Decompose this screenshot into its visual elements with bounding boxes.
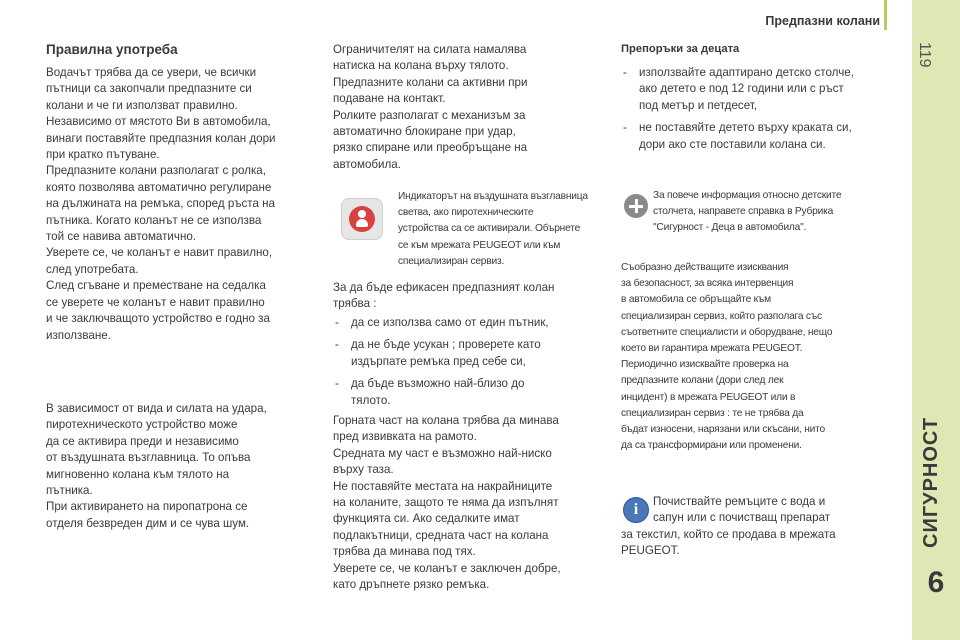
text-line: Ролките разполагат с механизъм за (333, 108, 526, 122)
text-line: съответните специалисти и оборудване, нещо (621, 326, 833, 338)
text-line: да се активира преди и независимо (46, 434, 239, 448)
list-item (333, 337, 605, 370)
text-line: Уверете се, че коланът е навит правилно, (46, 246, 273, 260)
header-rule (884, 0, 887, 30)
list-item-line: - да бъде възможно най-близо до (351, 377, 525, 391)
text-line: Независимо от мястото Ви в автомобила, (46, 115, 271, 129)
list-item-line: - използвайте адаптирано детско столче, (639, 66, 854, 79)
text-line: трябва : (333, 297, 377, 311)
text-line: Водачът трябва да се увери, че всички (46, 66, 257, 79)
text-line: пътника. Когато коланът не се използва (46, 213, 262, 227)
text-line: Ограничителят на силата намалява (333, 43, 527, 56)
text-line: от въздушната възглавница. То опъва (46, 451, 251, 465)
text-line: да са трансформирани или променени. (621, 440, 802, 452)
list-item-line: ако детето е под 12 години или с ръст (639, 82, 844, 96)
col2-para2 (333, 413, 605, 593)
info-icon: i (623, 497, 649, 523)
text-line: предпазните колани (дори след лек (621, 375, 784, 387)
text-line: на дължината на ремъка, според ръста на (46, 197, 276, 211)
list-item (621, 120, 893, 153)
text-line: пред извивката на рамото. (333, 430, 477, 444)
text-line: бъдат износени, нарязани или скъсани, нито (621, 424, 825, 436)
list-item-line: тялото. (351, 393, 391, 407)
text-line: пътници са закопчали предпазните си (46, 82, 252, 96)
col1-para1 (46, 65, 314, 344)
text-line: За повече информация относно детските (653, 190, 842, 201)
col2-bullets (333, 315, 605, 415)
text-line: Предпазните колани са активни при (333, 75, 528, 89)
text-line: трябва да минава под тях. (333, 545, 476, 559)
list-item (333, 376, 605, 409)
text-line: специализиран сервиз, който разполага със (621, 310, 822, 322)
text-line: се към мрежата PEUGEOT или към (398, 239, 561, 251)
text-line: устройства са се активирали. Обърнете (398, 223, 581, 235)
list-item-line: - да не бъде усукан ; проверете като (351, 338, 541, 352)
list-item-line: издърпате ремъка пред себе си, (351, 354, 526, 368)
list-item (621, 65, 893, 114)
text-line: специализиран сервиз. (398, 255, 505, 267)
text-line: В зависимост от вида и силата на удара, (46, 402, 267, 415)
text-line: инцидент) в мрежата PEUGEOT или в (621, 391, 796, 403)
list-item-line: - да се използва само от един пътник, (351, 316, 549, 329)
list-item-line: дори ако сте поставили колана си. (639, 137, 826, 151)
text-line: "Сигурност - Деца в автомобила". (653, 222, 807, 234)
col3-para1 (621, 260, 893, 454)
text-line: в автомобила се обръщайте към (621, 294, 771, 306)
text-line: сапун или с почистващ препарат (653, 511, 831, 525)
text-line: Предпазните колани разполагат с ролка, (46, 164, 266, 178)
text-line: което ви гарантира мрежата PEUGEOT. (621, 343, 803, 355)
text-line: светва, ако пиротехническите (398, 207, 534, 219)
text-line: Почиствайте ремъците с вода и (653, 495, 826, 508)
text-line: върху таза. (333, 463, 394, 477)
text-line: автоматично блокиране при удар, (333, 125, 516, 139)
text-line: при кратко пътуване. (46, 148, 160, 162)
cleaning-note-a (621, 494, 893, 560)
text-line: Индикаторът на въздушната възглавница (398, 191, 588, 202)
text-line: Периодично изисквайте проверка на (621, 359, 789, 371)
text-line: и че заключващото устройство е годно за (46, 312, 270, 326)
col1-para2 (46, 401, 314, 532)
text-line: Не поставяйте местата на накрайниците (333, 479, 553, 493)
text-line: колани и че ги използват правилно. (46, 98, 238, 112)
text-line: Съобразно действащите изисквания (621, 262, 789, 273)
text-line: За да бъде ефикасен предпазният колан (333, 281, 555, 294)
text-line: рязко спиране или преобръщане на (333, 141, 528, 155)
text-line: функцията си. Ако седалките имат (333, 512, 520, 526)
text-line: се уверете че коланът е навит правилно (46, 295, 265, 309)
text-line: след употребата. (46, 262, 139, 276)
col3-bullets (621, 65, 893, 159)
text-line: автомобила. (333, 157, 401, 171)
text-line: той се навива автоматично. (46, 230, 197, 244)
text-line: Уверете се, че коланът е заключен добре, (333, 561, 561, 575)
text-line: подаване на контакт. (333, 92, 446, 106)
header-title: Предпазни колани (765, 14, 880, 28)
col2-efficacy-intro (333, 280, 605, 313)
text-line: отделя безвреден дим и се чува шум. (46, 516, 250, 530)
plus-icon (624, 194, 648, 218)
child-seat-note (653, 188, 893, 237)
list-item-line: - не поставяйте детето върху краката си, (639, 121, 852, 135)
text-line: подлакътници, средната част на колана (333, 528, 549, 542)
text-line: След сгъване и преместване на седалка (46, 279, 266, 293)
airbag-warning-icon (341, 198, 383, 240)
page-number: 119 (916, 42, 933, 68)
text-line: натиска на колана върху тялото. (333, 59, 509, 73)
text-line: винаги поставяйте предпазния колан дори (46, 131, 276, 145)
text-line: която позволява автоматично регулиране (46, 180, 272, 194)
text-line: използване. (46, 328, 111, 342)
text-line: пиротехническото устройство може (46, 418, 238, 432)
text-line: При активирането на пиропатрона се (46, 500, 248, 514)
text-line: специализиран сервиз : те не трябва да (621, 407, 804, 419)
text-line: столчета, направете справка в Рубрика (653, 206, 834, 218)
chapter-number: 6 (927, 566, 945, 599)
text-line: на коланите, защото те няма да изпълнят (333, 496, 559, 510)
text-line: PEUGEOT. (621, 544, 680, 558)
text-line: като дръпнете рязко ремъка. (333, 578, 490, 592)
section-heading-proper-use: Правилна употреба (46, 42, 178, 57)
col2-para1 (333, 42, 605, 173)
text-line: за текстил, който се продава в мрежата (621, 527, 836, 541)
chapter-title (920, 518, 943, 548)
text-line: за безопасност, за всяка интервенция (621, 278, 794, 290)
section-heading-children: Препоръки за децата (621, 43, 740, 55)
list-item-line: под метър и петдесет, (639, 98, 757, 112)
list-item (333, 315, 605, 331)
text-line: Горната част на колана трябва да минава (333, 414, 559, 427)
text-line: мигновенно колана към тялото на (46, 467, 230, 481)
text-line: пътника. (46, 484, 93, 498)
text-line: Средната му част е възможно най-ниско (333, 446, 552, 460)
airbag-note (398, 189, 608, 270)
